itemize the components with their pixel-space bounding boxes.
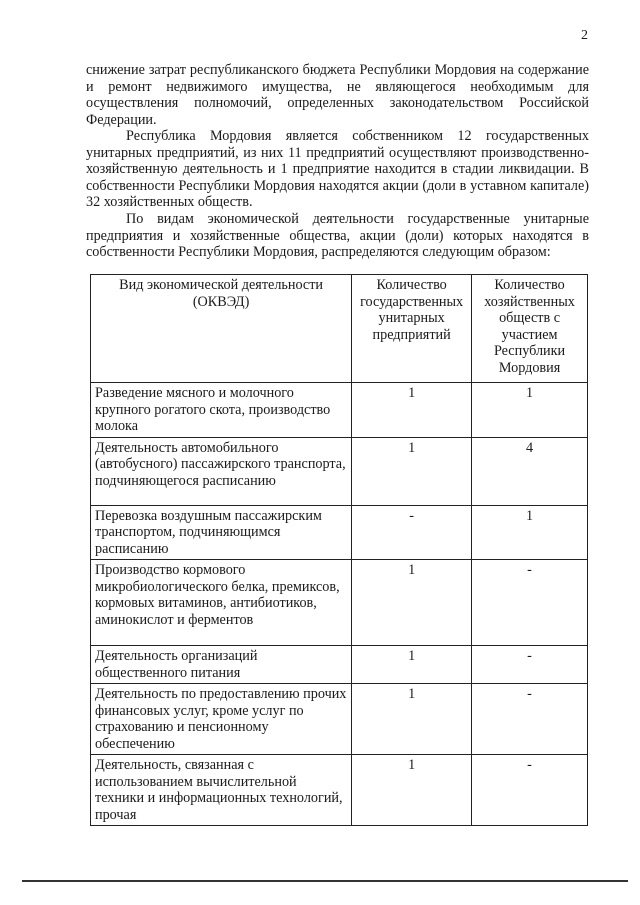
scan-edge-line	[22, 880, 628, 882]
activity-cell: Перевозка воздушным пассажирским транспортом, подчиняющимся расписанию	[91, 505, 352, 560]
header-company-count: Количество хозяйственных обществ с участием Республики Мордовия	[472, 275, 588, 383]
activity-cell: Деятельность автомобильного (автобусного) пассажирского транспорта, подчиняющегося расписанию	[91, 437, 352, 505]
activity-cell: Производство кормового микробиологического белка, премиксов, кормовых витаминов, антибиотиков, аминокислот и ферментов	[91, 560, 352, 646]
gup-count-cell: 1	[352, 560, 472, 646]
activity-cell: Деятельность по предоставлению прочих финансовых услуг, кроме услуг по страхованию и пенсионному обеспечению	[91, 684, 352, 755]
company-count-cell: -	[472, 755, 588, 826]
company-count-cell: -	[472, 684, 588, 755]
company-count-cell: 1	[472, 505, 588, 560]
intro-text	[86, 62, 589, 128]
paragraph-ownership: Республика Мордовия является собственником 12 государственных унитарных предприятий, из них 11 предприятий осуществляют производственно-хозяйственную деятельность и 1 предприятие находится в стадии ликвидации. В собственности Республики Мордовия находятся акции (доли в уставном капитале) 32 хозяйственных обществ.	[86, 128, 589, 210]
gup-count-cell: 1	[352, 755, 472, 826]
company-count-cell: -	[472, 560, 588, 646]
paragraph-continuation: снижение затрат республиканского бюджета Республики Мордовия на содержание и ремонт недвижимого имущества, не являющегося необходимым для осуществления полномочий, определенных законодательством Российской Федерации.	[86, 62, 589, 128]
activity-cell: Деятельность, связанная с использованием вычислительной техники и информационных технологий, прочая	[91, 755, 352, 826]
company-count-cell: 4	[472, 437, 588, 505]
header-activity: Вид экономической деятельности (ОКВЭД)	[91, 275, 352, 383]
gup-count-cell: 1	[352, 684, 472, 755]
page-number: 2	[581, 28, 588, 43]
header-gup-count: Количество государственных унитарных предприятий	[352, 275, 472, 383]
company-count-cell: -	[472, 646, 588, 684]
gup-count-cell: 1	[352, 646, 472, 684]
activity-cell: Деятельность организаций общественного питания	[91, 646, 352, 684]
gup-count-cell: 1	[352, 383, 472, 438]
table-row	[91, 560, 588, 646]
gup-count-cell: 1	[352, 437, 472, 505]
table-row	[91, 383, 588, 438]
gup-count-cell: -	[352, 505, 472, 560]
activity-cell: Разведение мясного и молочного крупного рогатого скота, производство молока	[91, 383, 352, 438]
company-count-cell: 1	[472, 383, 588, 438]
table-header-row	[91, 275, 588, 383]
table-row	[91, 755, 588, 826]
activity-table	[90, 274, 588, 826]
distribution-text	[86, 211, 589, 261]
table-row	[91, 684, 588, 755]
table-row	[91, 437, 588, 505]
table-row	[91, 646, 588, 684]
paragraph-distribution: По видам экономической деятельности государственные унитарные предприятия и хозяйственные общества, акции (доли) которых находятся в собственности Республики Мордовия, распределяются следующим образом:	[86, 211, 589, 260]
ownership-text	[86, 128, 589, 211]
table-row	[91, 505, 588, 560]
